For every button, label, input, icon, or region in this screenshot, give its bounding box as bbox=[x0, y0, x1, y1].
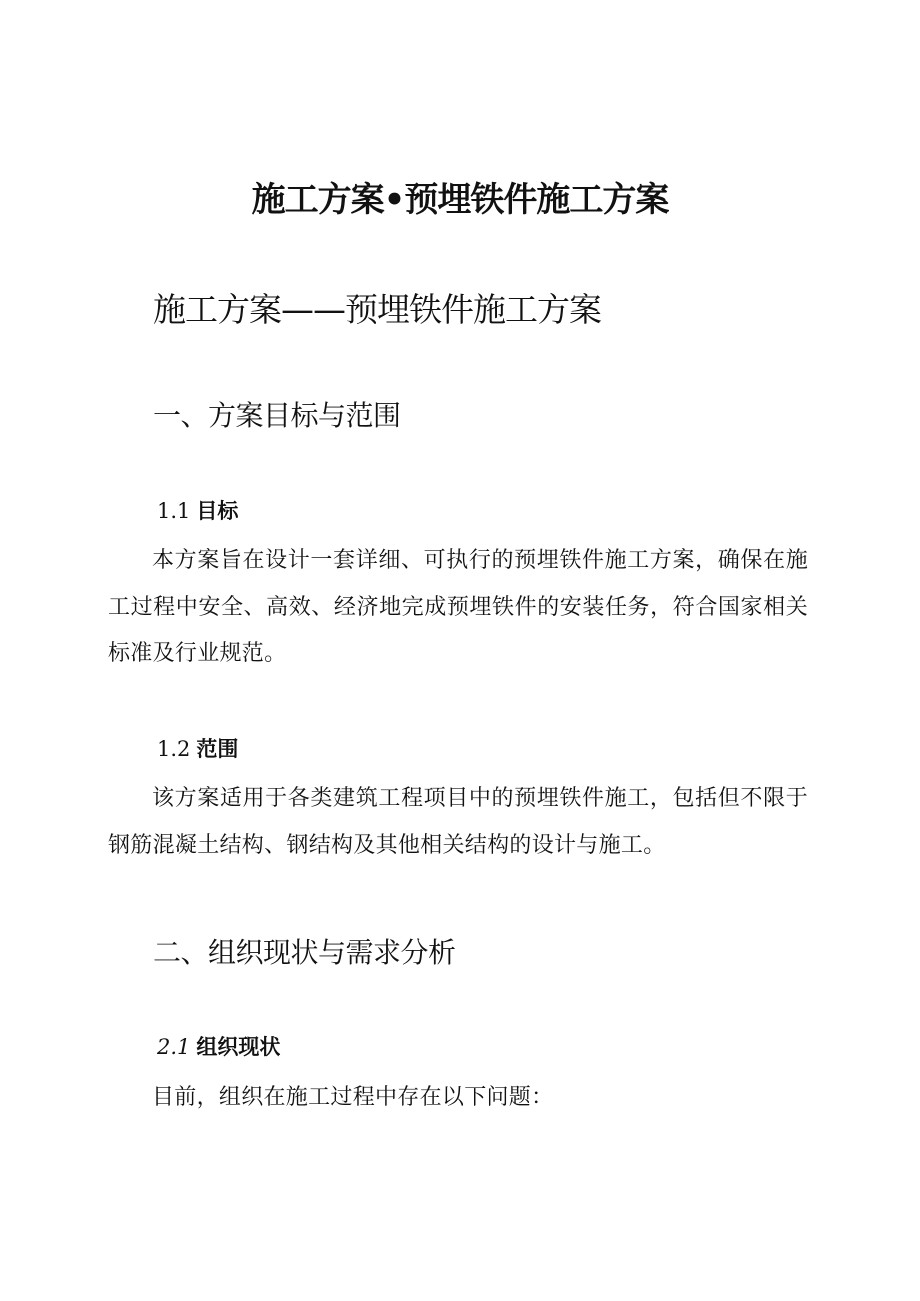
subsection-heading-1-1 bbox=[157, 497, 238, 525]
subsection-number: 1.2 bbox=[157, 737, 191, 761]
paragraph-1-1: 本方案旨在设计一套详细、可执行的预埋铁件施工方案，确保在施工过程中安全、高效、经济地完成预埋铁件的安装任务，符合国家相关标准及行业规范。 bbox=[108, 548, 808, 666]
subsection-number: 2.1 bbox=[157, 1035, 191, 1059]
document-title: 施工方案•预埋铁件施工方案 bbox=[251, 180, 669, 220]
document-subtitle: 施工方案——预埋铁件施工方案 bbox=[153, 290, 601, 329]
subsection-title: 组织现状 bbox=[196, 1035, 281, 1059]
subsection-number: 1.1 bbox=[157, 499, 191, 523]
subsection-heading-1-2 bbox=[157, 735, 238, 763]
subsection-heading-2-1 bbox=[157, 1033, 280, 1061]
subsection-title: 范围 bbox=[196, 737, 239, 761]
section-heading-2: 二、组织现状与需求分析 bbox=[153, 936, 456, 969]
section-heading-1: 一、方案目标与范围 bbox=[153, 399, 401, 432]
paragraph-1-2: 该方案适用于各类建筑工程项目中的预埋铁件施工，包括但不限于钢筋混凝土结构、钢结构及其他相关结构的设计与施工。 bbox=[108, 786, 808, 858]
subsection-title: 目标 bbox=[196, 499, 239, 523]
paragraph-2-1: 目前，组织在施工过程中存在以下问题： bbox=[152, 1085, 554, 1110]
